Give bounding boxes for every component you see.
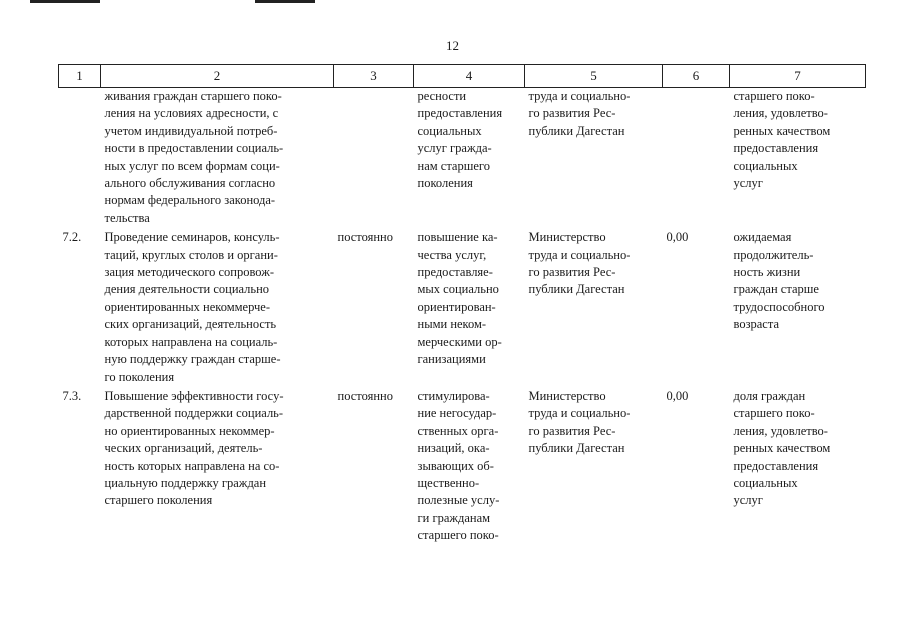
measure-description-line: ских организаций, деятельность [104,317,277,332]
target-indicator [730,388,866,545]
row-number: 7.3. [62,388,82,403]
expected-result-line: ганизациями [417,352,486,367]
measure-description [101,229,334,386]
responsible-executor-line: публики Дагестан [528,282,625,297]
responsible-executor-line: Министерство [528,388,606,403]
measure-description-line: живания граждан старшего поко- [104,89,282,103]
measure-description-line: старшего поколения [104,493,213,508]
responsible-executor-line: го развития Рес- [528,106,616,121]
col-1-header: 1 [59,65,101,88]
measure-description [101,88,334,228]
target-indicator-line: ренных качеством [733,123,831,138]
execution-term [334,88,414,228]
measure-description-line: ческих организаций, деятель- [104,441,263,456]
measure-description-line: которых направлена на социаль- [104,334,278,349]
measure-description-line: ального обслуживания согласно [104,176,276,191]
col-6-header: 6 [663,65,730,88]
target-indicator-line: трудоспособного [733,299,825,314]
measure-description-line: Проведение семинаров, консуль- [104,230,280,245]
scan-edge-mark-right [255,0,315,3]
expected-result-line: нам старшего [417,158,490,173]
target-indicator-line: возраста [733,317,780,332]
target-indicator-line: доля граждан [733,388,806,403]
target-indicator-line: ления, удовлетво- [733,106,828,121]
table-row [59,229,866,386]
expected-result-line: зывающих об- [417,458,494,473]
table-row [59,88,866,228]
expected-result-line: низаций, ока- [417,441,490,456]
expected-result-line: старшего поко- [417,528,499,543]
execution-term: постоянно [337,388,393,403]
col-3-header: 3 [334,65,414,88]
measure-description-line: тельства [104,210,150,225]
target-indicator-line: предоставления [733,458,819,473]
measure-description-line: таций, круглых столов и органи- [104,247,278,262]
expected-result-line: ственных орга- [417,423,499,438]
col-7-header: 7 [730,65,866,88]
expected-result-line: услуг граждa- [417,141,492,156]
expected-result-line: стимулирова- [417,388,490,403]
responsible-executor-line: го развития Рес- [528,265,616,280]
funding-amount: 0,00 [666,230,689,245]
expected-result-line: мых социально [417,282,499,297]
target-indicator [730,88,866,228]
target-indicator-line: ожидаемая [733,230,792,245]
expected-result-line: предоставляе- [417,265,493,280]
funding-amount: 0,00 [666,388,689,403]
measure-description-line: зация методического сопровож- [104,265,275,280]
measure-description [101,388,334,545]
row-number: 7.2. [62,230,82,245]
measure-description-line: дарственной поддержки социаль- [104,406,284,421]
target-indicator-line: старшего поко- [733,406,815,421]
responsible-executor-line: публики Дагестан [528,123,625,138]
responsible-executor [525,229,663,386]
expected-result-line: мерческими ор- [417,334,502,349]
measure-description-line: ности в предоставлении социаль- [104,141,284,156]
responsible-executor-line: го развития Рес- [528,423,616,438]
expected-result [414,88,525,228]
measure-description-line: нормам федерального законода- [104,193,276,208]
expected-result-line: ресности [417,89,467,103]
target-indicator-line: предоставления [733,141,819,156]
column-number-row [59,65,866,88]
col-4-header: 4 [414,65,525,88]
responsible-executor-line: труда и социально- [528,406,631,421]
expected-result-line: предоставления [417,106,503,121]
responsible-executor-line: публики Дагестан [528,441,625,456]
page-number: 12 [446,38,459,53]
measure-description-line: ления на условиях адресности, с [104,106,279,121]
col-2-header: 2 [101,65,334,88]
measure-description-line: ных услуг по всем формам соци- [104,158,280,173]
expected-result-line: полезные услу- [417,493,500,508]
target-indicator-line: ренных качеством [733,441,831,456]
expected-result-line: щественно- [417,475,480,490]
target-indicator-line: ность жизни [733,265,801,280]
measure-description-line: учетом индивидуальной потреб- [104,123,278,138]
measure-description-line: ную поддержку граждан старше- [104,352,281,367]
measure-description-line: Повышение эффективности госу- [104,388,284,403]
funding-amount [663,88,730,228]
row-number [59,88,101,228]
expected-result [414,388,525,545]
target-indicator-line: продолжитель- [733,247,814,262]
expected-result-line: чества услуг, [417,247,487,262]
target-indicator [730,229,866,386]
responsible-executor [525,388,663,545]
measure-description-line: ориентированных некоммерче- [104,299,271,314]
measure-description-line: но ориентированных некоммер- [104,423,275,438]
expected-result-line: повышение ка- [417,230,498,245]
execution-term: постоянно [337,230,393,245]
expected-result-line: ориентирован- [417,299,496,314]
responsible-executor [525,88,663,228]
responsible-executor-line: труда и социально- [528,89,631,103]
expected-result-line: ги гражданам [417,510,491,525]
target-indicator-line: социальных [733,158,798,173]
program-table [58,64,866,545]
measure-description-line: циальную поддержку граждан [104,475,267,490]
table-row [59,388,866,545]
target-indicator-line: граждан старше [733,282,819,297]
measure-description-line: дения деятельности социально [104,282,270,297]
expected-result-line: поколения [417,176,473,191]
scan-edge-mark-left [30,0,100,3]
target-indicator-line: ления, удовлетво- [733,423,828,438]
measure-description-line: ность которых направлена на со- [104,458,280,473]
col-5-header: 5 [525,65,663,88]
expected-result-line: ние негосудар- [417,406,497,421]
responsible-executor-line: труда и социально- [528,247,631,262]
expected-result-line: ными неком- [417,317,487,332]
target-indicator-line: услуг [733,176,763,191]
responsible-executor-line: Министерство [528,230,606,245]
measure-description-line: го поколения [104,369,175,384]
target-indicator-line: старшего поко- [733,89,815,103]
target-indicator-line: услуг [733,493,763,508]
target-indicator-line: социальных [733,475,798,490]
expected-result [414,229,525,386]
expected-result-line: социальных [417,123,482,138]
